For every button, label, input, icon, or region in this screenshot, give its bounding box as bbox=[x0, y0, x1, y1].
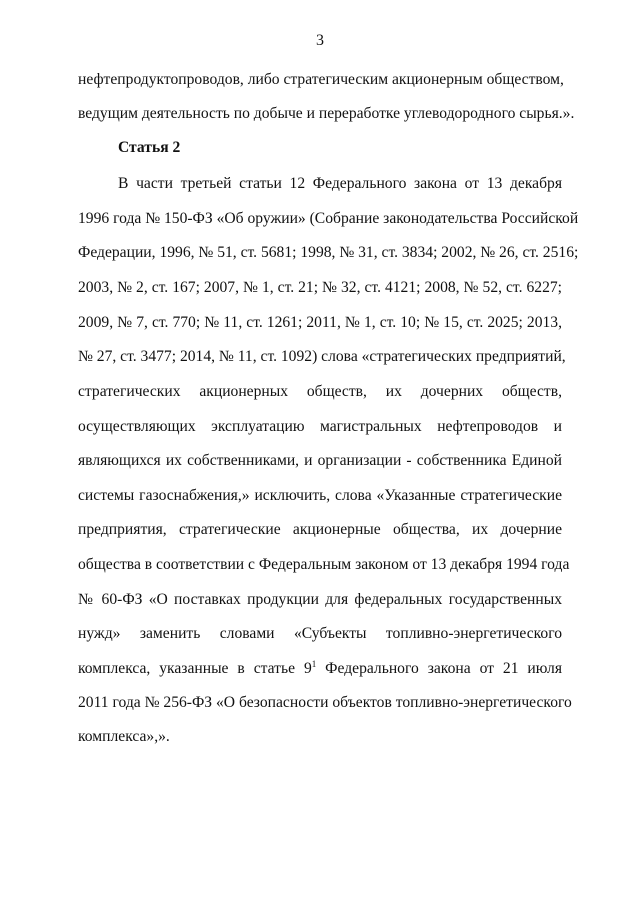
text-line: 2011 года № 256-ФЗ «О безопасности объектов топливно-энергетического bbox=[78, 694, 572, 711]
article-heading: Статья 2 bbox=[118, 139, 181, 156]
text-line: нужд» заменить словами «Субъекты топливно-энергетического bbox=[78, 625, 562, 642]
text-line: комплекса»,». bbox=[78, 728, 170, 745]
text-line: системы газоснабжения,» исключить, слова «Указанные стратегические bbox=[78, 487, 562, 504]
text-line-with-superscript bbox=[78, 659, 562, 679]
text-line: общества в соответствии с Федеральным законом от 13 декабря 1994 года bbox=[78, 556, 570, 573]
text-line: 2009, № 7, ст. 770; № 11, ст. 1261; 2011, № 1, ст. 10; № 15, ст. 2025; 2013, bbox=[78, 314, 562, 331]
text-line: Федерации, 1996, № 51, ст. 5681; 1998, № 31, ст. 3834; 2002, № 26, ст. 2516; bbox=[78, 244, 579, 261]
text-line: предприятия, стратегические акционерные общества, их дочерние bbox=[78, 521, 562, 538]
text-line: № 27, ст. 3477; 2014, № 11, ст. 1092) слова «стратегических предприятий, bbox=[78, 348, 566, 365]
text-line: нефтепродуктопроводов, либо стратегическим акционерным обществом, bbox=[78, 71, 564, 88]
text-line: стратегических акционерных обществ, их дочерних обществ, bbox=[78, 383, 562, 400]
line-text: комплекса, указанные в статье 9 bbox=[78, 660, 312, 677]
text-line: осуществляющих эксплуатацию магистральных нефтепроводов и bbox=[78, 418, 562, 435]
page-number: 3 bbox=[316, 32, 324, 49]
text-line: 1996 года № 150-ФЗ «Об оружии» (Собрание законодательства Российской bbox=[78, 210, 579, 227]
line-text: Федерального закона от 21 июля bbox=[316, 660, 562, 677]
text-line: являющихся их собственниками, и организации - собственника Единой bbox=[78, 452, 562, 469]
text-line: ведущим деятельность по добыче и переработке углеводородного сырья.». bbox=[78, 105, 575, 122]
superscript: 1 bbox=[311, 659, 317, 669]
text-line: № 60-ФЗ «О поставках продукции для федеральных государственных bbox=[78, 591, 562, 608]
text-line: 2003, № 2, ст. 167; 2007, № 1, ст. 21; № 32, ст. 4121; 2008, № 52, ст. 6227; bbox=[78, 279, 562, 296]
text-line: В части третьей статьи 12 Федерального закона от 13 декабря bbox=[118, 175, 562, 192]
